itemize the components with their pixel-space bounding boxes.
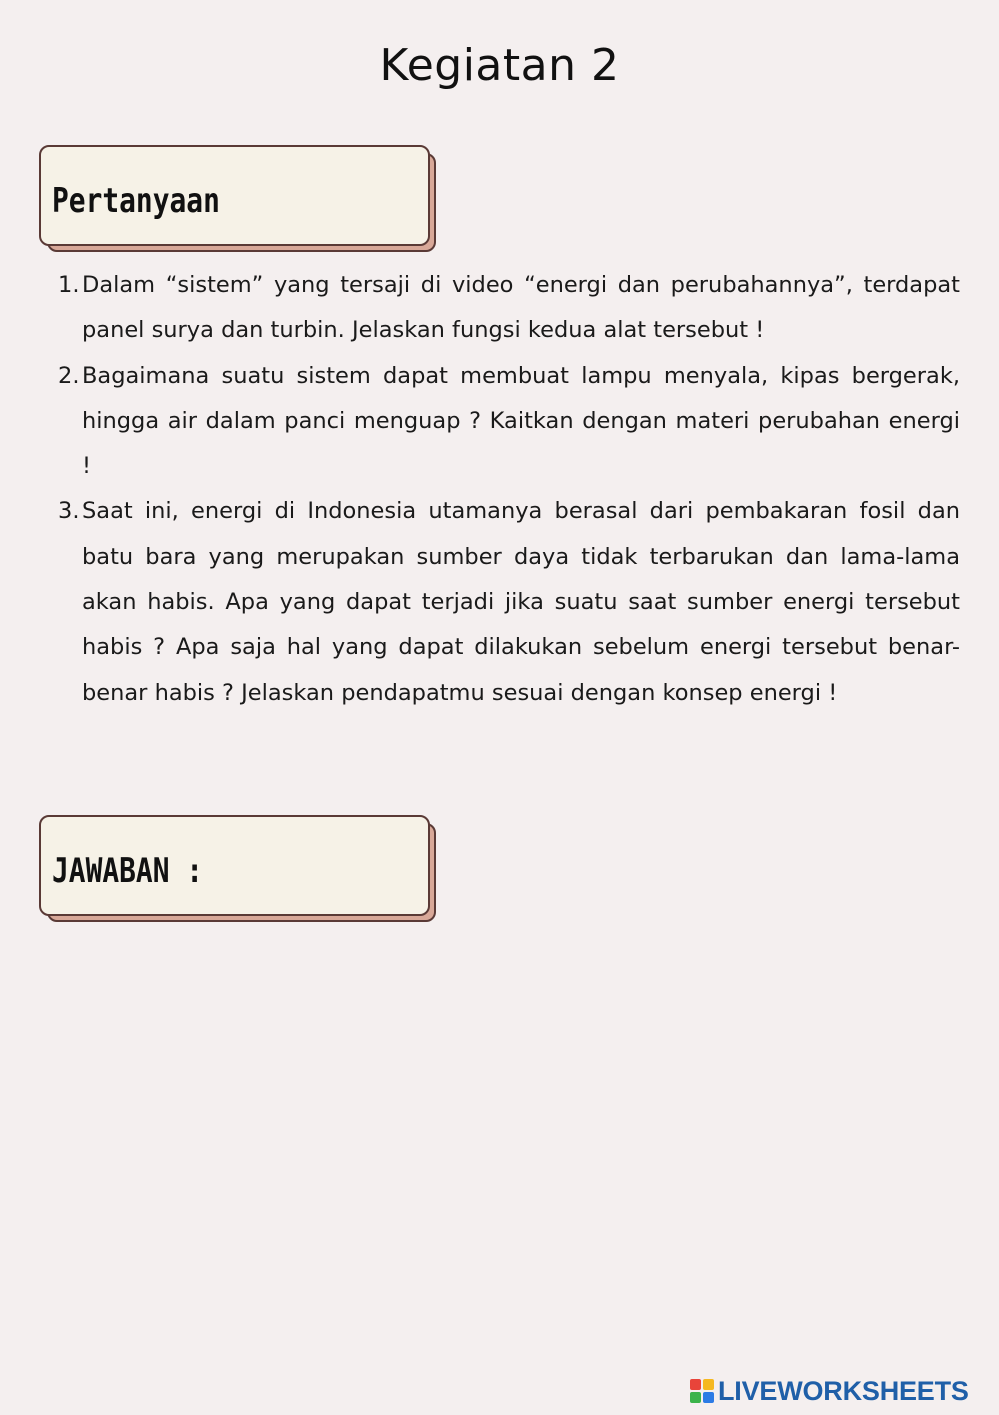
question-item <box>58 489 960 715</box>
answer-section-label: JAWABAN : <box>52 851 204 891</box>
answer-label-box-panel <box>39 815 430 916</box>
logo-square-icon <box>703 1392 714 1403</box>
question-section-label: Pertanyaan <box>52 181 220 221</box>
question-text: Dalam “sistem” yang tersaji di video “energi dan perubahannya”, terdapat panel surya dan turbin. Jelaskan fungsi kedua alat tersebut ! <box>82 272 960 344</box>
question-number: 2. <box>58 362 80 389</box>
question-label-box-panel <box>39 145 430 246</box>
liveworksheets-brand <box>690 1374 969 1408</box>
logo-square-icon <box>690 1379 701 1390</box>
question-number: 3. <box>58 498 80 525</box>
question-item <box>58 354 960 490</box>
logo-square-icon <box>703 1379 714 1390</box>
question-text: Saat ini, energi di Indonesia utamanya berasal dari pembakaran fosil dan batu bara yang merupakan sumber daya tidak terbarukan dan lama-lama akan habis. Apa yang dapat terjadi jika suatu saat sumber energi tersebut habis ? Apa saja hal yang dapat dilakukan sebelum energi tersebut benar-benar habis ? Jelaskan pendapatmu sesuai dengan konsep energi ! <box>82 498 960 706</box>
question-list <box>58 263 960 716</box>
page-title: Kegiatan 2 <box>379 40 620 91</box>
brand-name: LIVEWORKSHEETS <box>718 1375 969 1406</box>
question-label-box <box>39 145 437 253</box>
question-text: Bagaimana suatu sistem dapat membuat lampu menyala, kipas bergerak, hingga air dalam panci menguap ? Kaitkan dengan materi perubahan energi ! <box>82 362 960 480</box>
logo-square-icon <box>690 1392 701 1403</box>
liveworksheets-logo-icon <box>690 1379 714 1403</box>
question-number: 1. <box>58 272 80 298</box>
question-item <box>58 263 960 354</box>
answer-label-box <box>39 815 437 923</box>
